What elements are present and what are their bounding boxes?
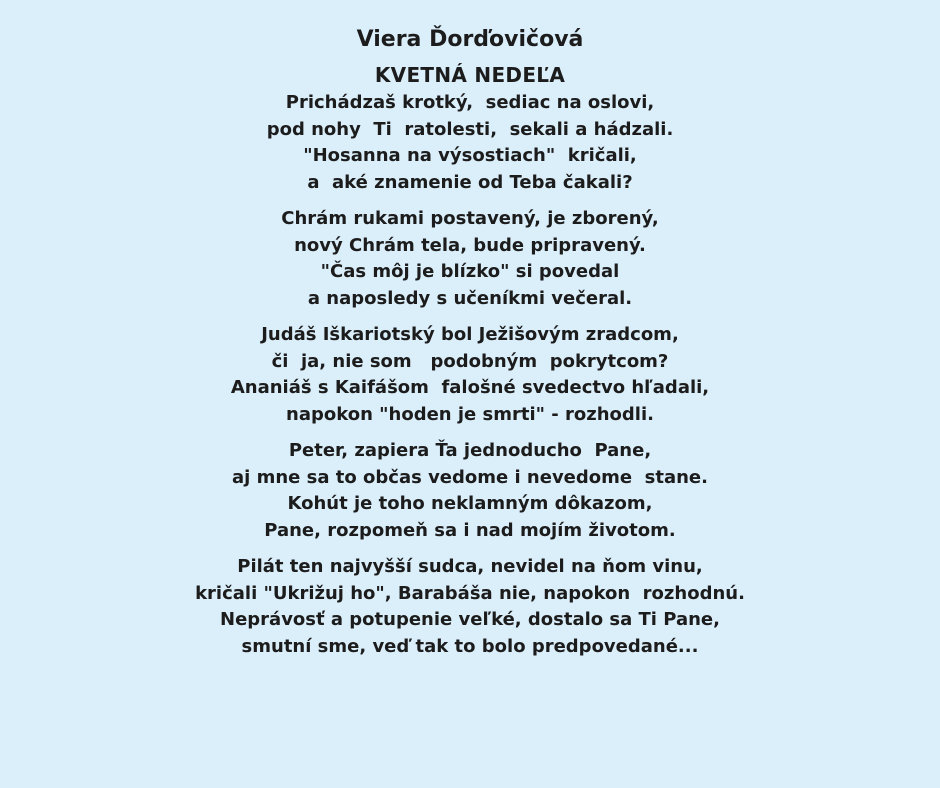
poem-line: či ja, nie som podobným pokrytcom?: [271, 350, 669, 372]
stanza-4: [0, 438, 940, 544]
stanza-1: [0, 90, 940, 196]
poem-line: Chrám rukami postavený, je zborený,: [281, 208, 659, 229]
poem-title: KVETNÁ NEDEĽA: [374, 63, 566, 87]
poem-line: Judáš Iškariotský bol Ježišovým zradcom,: [261, 324, 679, 345]
poem-line: nový Chrám tela, bude pripravený.: [294, 234, 646, 256]
poem-line: Neprávosť a potupenie veľké, dostalo sa Ti Pane,: [220, 609, 720, 630]
poem-line: "Hosanna na výsostiach" kričali,: [303, 145, 637, 166]
stanza-2: [0, 206, 940, 312]
poem-line: aj mne sa to občas vedome i nevedome stane.: [232, 466, 708, 488]
poem-line: Kohút je toho neklamným dôkazom,: [287, 493, 653, 514]
poem-line: Pane, rozpomeň sa i nad mojím životom.: [264, 519, 676, 541]
poem-line: a aké znamenie od Teba čakali?: [307, 171, 633, 193]
poem-line: Prichádzaš krotký, sediac na oslovi,: [285, 92, 655, 113]
poem-line: Ananiáš s Kaifášom falošné svedectvo hľadali,: [230, 377, 710, 398]
poem-line: "Čas môj je blízko" si povedal: [320, 261, 620, 282]
poem-line: kričali "Ukrižuj ho", Barabáša nie, napokon rozhodnú.: [195, 582, 745, 604]
poem-line: Pilát ten najvyšší sudca, nevidel na ňom vinu,: [237, 556, 703, 577]
poem-line: smutní sme, veď tak to bolo predpovedané...: [241, 635, 699, 657]
poem-author: Viera Ďorďovičová: [356, 27, 584, 52]
poem-line: a naposledy s učeníkmi večeral.: [307, 287, 633, 309]
poem-line: Peter, zapiera Ťa jednoducho Pane,: [288, 440, 652, 461]
stanza-3: [0, 322, 940, 428]
poem-line: napokon "hoden je smrti" - rozhodli.: [286, 403, 654, 425]
poem-line: pod nohy Ti ratolesti, sekali a hádzali.: [266, 118, 674, 140]
stanza-5: [0, 554, 940, 660]
